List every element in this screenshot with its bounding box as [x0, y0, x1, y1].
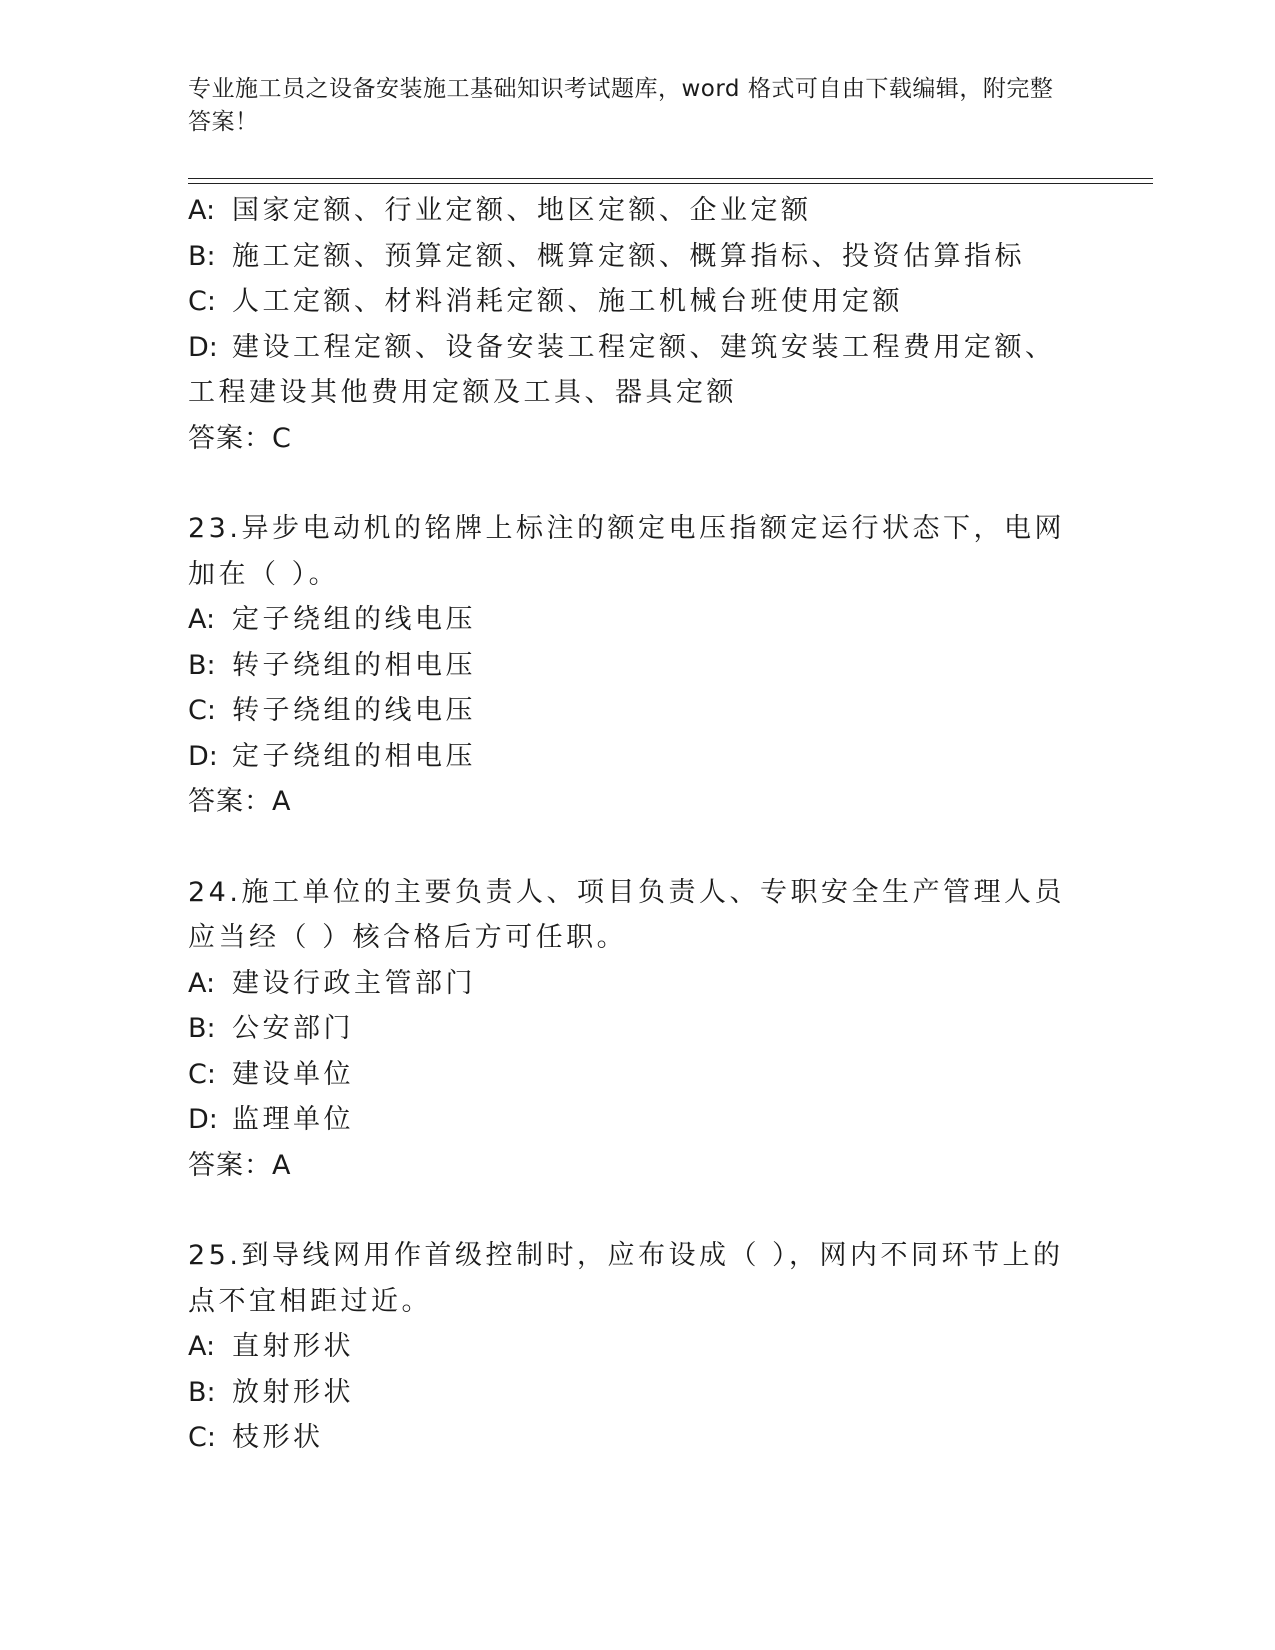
option-text: 定子绕组的相电压 [232, 740, 476, 772]
option-label: A: [188, 195, 216, 226]
option-text: 转子绕组的相电压 [232, 649, 476, 681]
option-label: D: [188, 1104, 218, 1135]
option-item [188, 325, 1078, 416]
option-item [188, 688, 1078, 734]
option-text: 转子绕组的线电压 [232, 695, 476, 726]
option-item [188, 1052, 1078, 1098]
option-item [188, 1324, 1078, 1370]
document-header: 专业施工员之设备安装施工基础知识考试题库，word 格式可自由下载编辑，附完整答案！ [188, 76, 1054, 135]
question-block-22 [188, 188, 1078, 461]
option-label: A: [188, 604, 216, 635]
option-item [188, 1006, 1078, 1052]
option-item [188, 1097, 1078, 1143]
answer-line: 答案：A [188, 1149, 292, 1181]
question-text: 23.异步电动机的铭牌上标注的额定电压指额定运行状态下，电网加在（ ）。 [188, 513, 1065, 590]
option-label: C: [188, 1422, 216, 1453]
question-list [188, 188, 1078, 1461]
option-text: 建设行政主管部门 [232, 967, 476, 999]
header-rule-top [188, 178, 1153, 179]
option-text: 监理单位 [232, 1104, 354, 1135]
question-text: 24.施工单位的主要负责人、项目负责人、专职安全生产管理人员应当经（ ）核合格后方可任职。 [188, 876, 1065, 953]
option-text: 枝形状 [232, 1422, 324, 1453]
option-text: 直射形状 [232, 1331, 354, 1362]
answer-line: 答案：C [188, 422, 292, 454]
option-label: D: [188, 740, 218, 772]
option-text: 建设单位 [232, 1058, 354, 1090]
option-label: C: [188, 695, 216, 726]
option-item [188, 279, 1078, 325]
option-item [188, 643, 1078, 689]
option-label: B: [188, 1013, 216, 1044]
option-item [188, 597, 1078, 643]
answer-line: 答案：A [188, 786, 292, 817]
option-item [188, 188, 1078, 234]
option-text: 定子绕组的线电压 [232, 604, 476, 635]
option-label: C: [188, 1058, 216, 1090]
option-text: 人工定额、材料消耗定额、施工机械台班使用定额 [232, 286, 903, 317]
header-rule-bottom [188, 183, 1153, 184]
option-label: B: [188, 1376, 216, 1408]
option-label: B: [188, 649, 216, 681]
question-block-23 [188, 506, 1078, 825]
option-item [188, 1415, 1078, 1461]
question-block-25 [188, 1233, 1078, 1461]
option-text: 放射形状 [232, 1376, 354, 1408]
option-item [188, 1370, 1078, 1416]
option-label: D: [188, 331, 218, 363]
option-label: A: [188, 967, 216, 999]
option-label: C: [188, 286, 216, 317]
option-item [188, 234, 1078, 280]
question-text: 25.到导线网用作首级控制时，应布设成（ ），网内不同环节上的点不宜相距过近。 [188, 1240, 1064, 1317]
option-label: A: [188, 1331, 216, 1362]
option-text: 建设工程定额、设备安装工程定额、建筑安装工程费用定额、工程建设其他费用定额及工具、器具定额 [188, 331, 1056, 408]
option-text: 施工定额、预算定额、概算定额、概算指标、投资估算指标 [232, 240, 1025, 272]
option-item [188, 961, 1078, 1007]
option-text: 国家定额、行业定额、地区定额、企业定额 [232, 195, 812, 226]
option-text: 公安部门 [232, 1013, 354, 1044]
question-block-24 [188, 870, 1078, 1189]
option-item [188, 734, 1078, 780]
option-label: B: [188, 240, 216, 272]
